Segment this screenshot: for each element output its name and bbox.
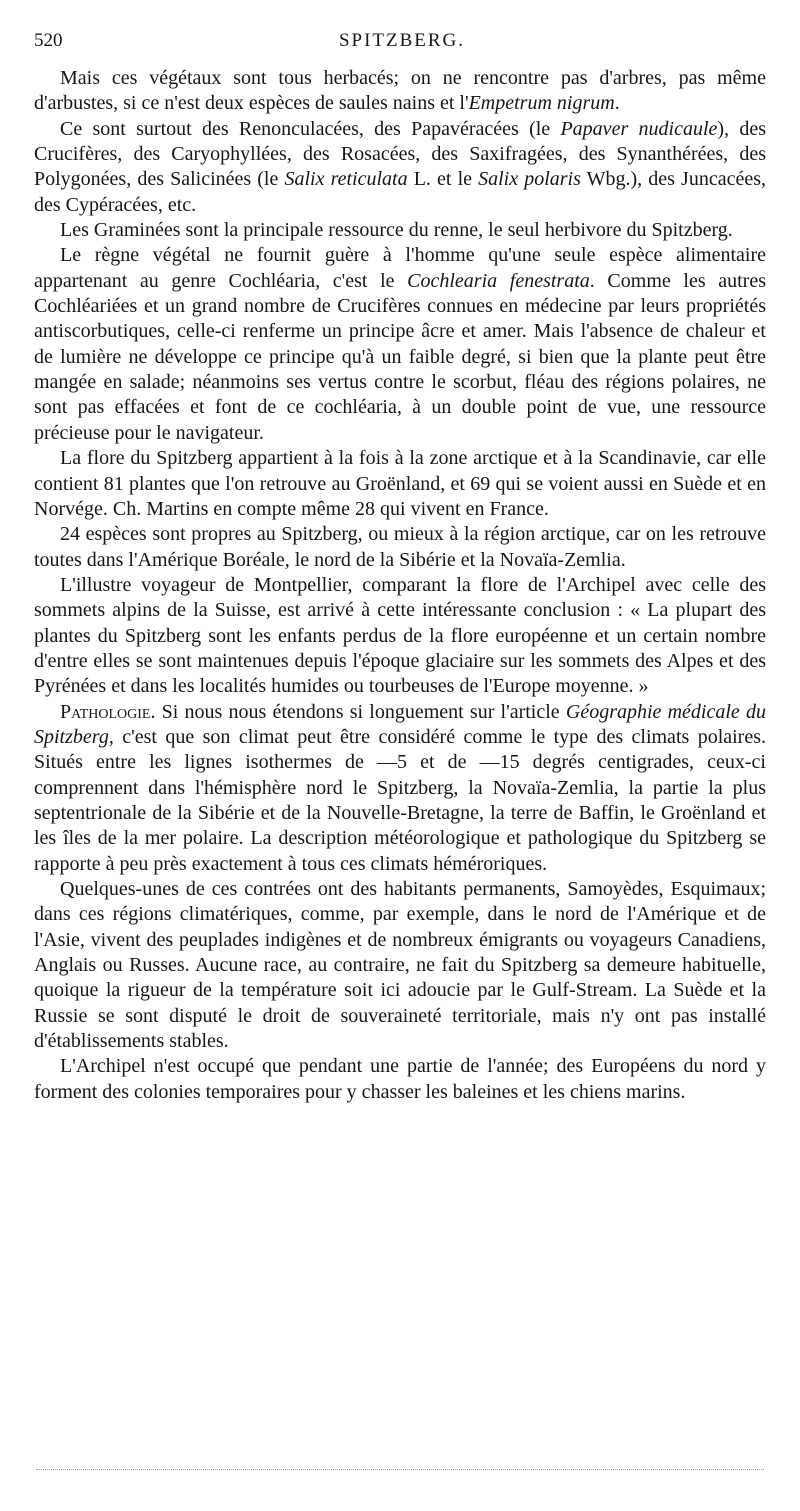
paragraph bbox=[34, 877, 766, 1054]
paragraph bbox=[34, 117, 766, 218]
italic-term: Empetrum nigrum bbox=[468, 92, 615, 115]
italic-term: Papaver nudicaule bbox=[560, 117, 718, 140]
italic-term: Cochlearia fenestrata bbox=[407, 269, 590, 292]
running-title: SPITZBERG. bbox=[338, 30, 466, 51]
text-run: . Comme les autres Cochléariées et un grand nombre de Crucifères connues en médecine par leurs propriétés antiscorbutiques, celle-ci renferme un principe âcre et amer. Mais l'absence de chaleur et de lumière ne développe ce principe qu'à un faible degré, si bien que la plante peut être mangée en salade; néanmoins ses vertus contre le scorbut, fléau des régions polaires, ne sont pas effacées et font de ce cochléaria, à un double point de vue, une ressource précieuse pour le navigateur. bbox=[34, 269, 766, 444]
paragraph bbox=[34, 218, 766, 243]
text-run: L. et le bbox=[407, 168, 479, 191]
paragraph bbox=[34, 243, 766, 446]
body-text bbox=[34, 66, 766, 1105]
text-run: La flore du Spitzberg appartient à la fois à la zone arctique et à la Scandinavie, car elle contient 81 plantes que l'on retrouve au Groënland, et 69 qui se voient aussi en Suède et en Norvége. Ch. Martins en compte même 28 qui vivent en France. bbox=[34, 447, 766, 520]
text-run: Le règne végétal ne fournit guère à l'homme qu'une seule espèce alimentaire appartenant au genre Cochléaria, c'est le bbox=[34, 244, 766, 292]
italic-term: Géographie médicale du Spitzberg bbox=[34, 700, 766, 748]
footer-dotted-rule bbox=[36, 1469, 764, 1470]
text-run: Les Graminées sont la principale ressource du renne, le seul herbivore du Spitzberg. bbox=[60, 219, 733, 242]
italic-term: Salix polaris bbox=[478, 168, 581, 191]
text-run: Si nous nous étendons si longuement sur l'article bbox=[155, 700, 566, 723]
paragraph bbox=[34, 66, 766, 117]
page-number: 520 bbox=[34, 30, 63, 51]
text-run: Mais ces végétaux sont tous herbacés; on ne rencontre pas d'arbres, pas même d'arbustes, si ce n'est deux espèces de saules nains et l' bbox=[34, 67, 766, 115]
text-run: . bbox=[614, 92, 620, 115]
paragraph bbox=[34, 446, 766, 522]
text-run: Ce sont surtout des Renonculacées, des Papavéracées (le bbox=[60, 117, 561, 140]
text-run: Wbg.), des Juncacées, des Cypéracées, etc. bbox=[34, 168, 767, 216]
text-run: Quelques-unes de ces contrées ont des habitants permanents, Samoyèdes, Esquimaux; dans ces régions climatériques, comme, par exemple, dans le nord de l'Amérique et de l'Asie, vivent des peuplades indigènes et de nombreux émigrants ou voyageurs Canadiens, Anglais ou Russes. Aucune race, au contraire, ne fait du Spitzberg sa demeure habituelle, quoique la rigueur de la température soit ici adoucie par le Gulf-Stream. La Suède et la Russie se sont disputé le droit de souveraineté territoriale, mais n'y ont pas installé d'établissements stables. bbox=[34, 878, 766, 1053]
paragraph bbox=[34, 1054, 766, 1105]
text-run: 24 espèces sont propres au Spitzberg, ou mieux à la région arctique, car on les retrouve toutes dans l'Amérique Boréale, le nord de la Sibérie et la Novaïa-Zemlia. bbox=[34, 523, 766, 571]
section-heading: Pathologie. bbox=[60, 700, 156, 723]
paragraph bbox=[34, 573, 766, 700]
italic-term: Salix reticulata bbox=[284, 168, 408, 191]
text-run: ), des Crucifères, des Caryophyllées, des Rosacées, des Saxifragées, des Synanthérées, des Polygonées, des Salicinées (le bbox=[34, 117, 766, 191]
text-run: L'Archipel n'est occupé que pendant une partie de l'année; des Européens du nord y forment des colonies temporaires pour y chasser les baleines et les chiens marins. bbox=[34, 1055, 766, 1103]
text-run: L'illustre voyageur de Montpellier, comparant la flore de l'Archipel avec celle des sommets alpins de la Suisse, est arrivé à cette intéressante conclusion : « La plupart des plantes du Spitzberg sont les enfants perdus de la flore européenne et un certain nombre d'entre elles se sont maintenues depuis l'époque glaciaire sur les sommets des Alpes et des Pyrénées et dans les localités humides ou tourbeuses de l'Europe moyenne. » bbox=[34, 573, 766, 698]
paragraph bbox=[34, 700, 766, 877]
text-run: , c'est que son climat peut être considéré comme le type des climats polaires. Situés entre les lignes isothermes de —5 et de —15 degrés centigrades, ceux-ci comprennent dans l'hémisphère nord le Spitzberg, la Novaïa-Zemlia, la partie la plus septentrionale de la Sibérie et de la Nouvelle-Bretagne, la terre de Baffin, le Groënland et les îles de la mer polaire. La description météorologique et pathologique du Spitzberg se rapporte à peu près exactement à tous ces climats héméroriques. bbox=[34, 725, 766, 875]
paragraph bbox=[34, 522, 766, 573]
page-header bbox=[34, 30, 770, 56]
